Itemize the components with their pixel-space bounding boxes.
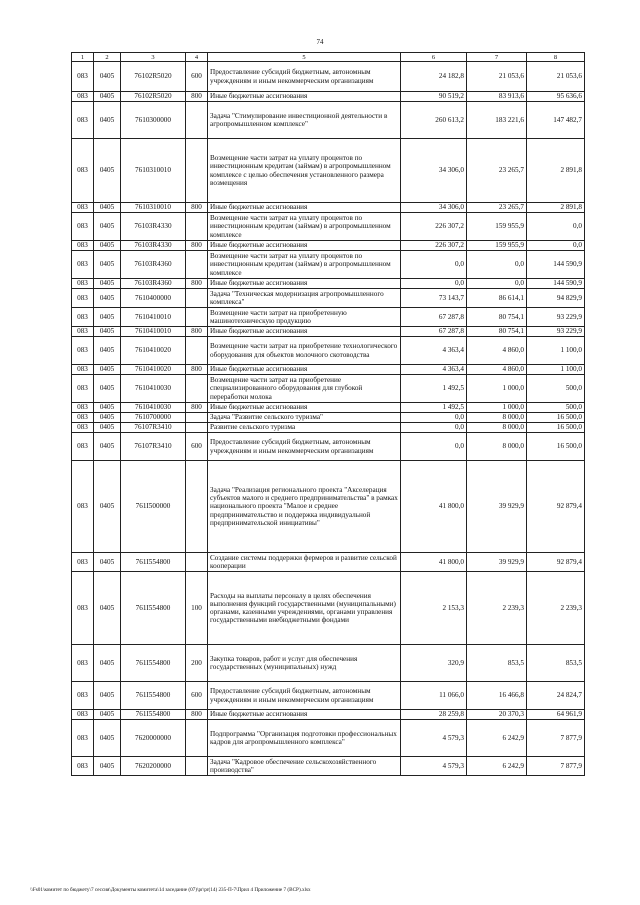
table-row xyxy=(72,423,585,433)
expense-type-code xyxy=(186,757,208,776)
table-row xyxy=(72,289,585,308)
amount-year-2: 86 614,1 xyxy=(467,289,527,308)
section-code: 0405 xyxy=(94,241,121,251)
grbs-code: 083 xyxy=(72,203,94,213)
page-number: 74 xyxy=(316,38,324,46)
amount-year-1: 0,0 xyxy=(401,433,467,461)
expense-type-code: 800 xyxy=(186,92,208,102)
line-item-name: Задача "Кадровое обеспечение сельскохозяйственного производства" xyxy=(208,757,401,776)
target-article-code: 7620200000 xyxy=(121,757,186,776)
table-row xyxy=(72,413,585,423)
amount-year-1: 73 143,7 xyxy=(401,289,467,308)
amount-year-1: 320,9 xyxy=(401,645,467,682)
amount-year-3: 144 590,9 xyxy=(527,251,585,279)
expense-type-code: 600 xyxy=(186,433,208,461)
expense-type-code: 800 xyxy=(186,241,208,251)
target-article-code: 7610300000 xyxy=(121,102,186,139)
section-code: 0405 xyxy=(94,682,121,710)
section-code: 0405 xyxy=(94,423,121,433)
table-row xyxy=(72,241,585,251)
section-code: 0405 xyxy=(94,203,121,213)
expense-type-code xyxy=(186,720,208,757)
amount-year-2: 4 860,0 xyxy=(467,365,527,375)
section-code: 0405 xyxy=(94,720,121,757)
expense-type-code xyxy=(186,289,208,308)
section-code: 0405 xyxy=(94,337,121,365)
line-item-name: Иные бюджетные ассигнования xyxy=(208,203,401,213)
amount-year-1: 1 492,5 xyxy=(401,375,467,403)
grbs-code: 083 xyxy=(72,433,94,461)
amount-year-2: 21 053,6 xyxy=(467,62,527,92)
amount-year-1: 11 066,0 xyxy=(401,682,467,710)
target-article-code: 7610410010 xyxy=(121,327,186,337)
line-item-name: Закупка товаров, работ и услуг для обеспечения государственных (муниципальных) нужд xyxy=(208,645,401,682)
line-item-name: Задача "Стимулирование инвестиционной деятельности в агропромышленном комплексе" xyxy=(208,102,401,139)
target-article-code: 7610700000 xyxy=(121,413,186,423)
amount-year-2: 80 754,1 xyxy=(467,327,527,337)
amount-year-2: 1 000,0 xyxy=(467,375,527,403)
amount-year-3: 92 879,4 xyxy=(527,461,585,553)
amount-year-3: 144 590,9 xyxy=(527,279,585,289)
expense-type-code: 800 xyxy=(186,203,208,213)
grbs-code: 083 xyxy=(72,682,94,710)
grbs-code: 083 xyxy=(72,720,94,757)
amount-year-1: 0,0 xyxy=(401,413,467,423)
table-row xyxy=(72,461,585,553)
target-article-code: 7610410020 xyxy=(121,365,186,375)
section-code: 0405 xyxy=(94,92,121,102)
target-article-code: 76103R4330 xyxy=(121,241,186,251)
column-number-row xyxy=(72,53,585,62)
amount-year-3: 0,0 xyxy=(527,241,585,251)
amount-year-2: 159 955,9 xyxy=(467,213,527,241)
grbs-code: 083 xyxy=(72,62,94,92)
line-item-name: Иные бюджетные ассигнования xyxy=(208,365,401,375)
section-code: 0405 xyxy=(94,102,121,139)
expense-type-code: 200 xyxy=(186,645,208,682)
amount-year-3: 1 100,0 xyxy=(527,337,585,365)
line-item-name: Возмещение части затрат на уплату процентов по инвестиционным кредитам (займам) в агропромышленном комплексе с целью обеспечения установленного размера возмещения xyxy=(208,139,401,203)
target-article-code: 7610400000 xyxy=(121,289,186,308)
line-item-name: Иные бюджетные ассигнования xyxy=(208,403,401,413)
line-item-name: Возмещение части затрат на уплату процентов по инвестиционным кредитам (займам) в агропромышленном комплексе xyxy=(208,213,401,241)
amount-year-1: 4 579,3 xyxy=(401,720,467,757)
grbs-code: 083 xyxy=(72,337,94,365)
grbs-code: 083 xyxy=(72,645,94,682)
amount-year-1: 0,0 xyxy=(401,423,467,433)
expense-type-code xyxy=(186,553,208,572)
table-row xyxy=(72,433,585,461)
expense-type-code: 600 xyxy=(186,682,208,710)
file-path-footer: \\Fs01\комитет по бюджету\7 сессия\Документы комитета\14 заседание (07)\pr\pr(14) 235-П-7\Прил 4 Приложение 7 (ВСР).xlsx xyxy=(30,887,311,893)
grbs-code: 083 xyxy=(72,553,94,572)
table-row xyxy=(72,720,585,757)
table-row xyxy=(72,139,585,203)
column-number: 8 xyxy=(527,53,585,62)
amount-year-1: 90 519,2 xyxy=(401,92,467,102)
budget-table xyxy=(71,52,585,776)
amount-year-3: 1 100,0 xyxy=(527,365,585,375)
amount-year-2: 8 000,0 xyxy=(467,413,527,423)
amount-year-1: 2 153,3 xyxy=(401,572,467,645)
section-code: 0405 xyxy=(94,308,121,327)
amount-year-3: 853,5 xyxy=(527,645,585,682)
expense-type-code: 600 xyxy=(186,62,208,92)
line-item-name: Возмещение части затрат на приобретение технологического оборудования для объектов молочного скотоводства xyxy=(208,337,401,365)
grbs-code: 083 xyxy=(72,289,94,308)
column-number: 5 xyxy=(208,53,401,62)
expense-type-code xyxy=(186,102,208,139)
line-item-name: Задача "Развитие сельского туризма" xyxy=(208,413,401,423)
grbs-code: 083 xyxy=(72,375,94,403)
amount-year-3: 16 500,0 xyxy=(527,413,585,423)
target-article-code: 7610310010 xyxy=(121,139,186,203)
grbs-code: 083 xyxy=(72,710,94,720)
amount-year-2: 0,0 xyxy=(467,251,527,279)
amount-year-3: 7 877,9 xyxy=(527,720,585,757)
grbs-code: 083 xyxy=(72,365,94,375)
table-row xyxy=(72,213,585,241)
line-item-name: Задача "Техническая модернизация агропромышленного комплекса" xyxy=(208,289,401,308)
section-code: 0405 xyxy=(94,279,121,289)
expense-type-code: 800 xyxy=(186,403,208,413)
grbs-code: 083 xyxy=(72,251,94,279)
target-article-code: 76102R5020 xyxy=(121,92,186,102)
amount-year-1: 1 492,5 xyxy=(401,403,467,413)
grbs-code: 083 xyxy=(72,572,94,645)
table-row xyxy=(72,645,585,682)
amount-year-3: 147 482,7 xyxy=(527,102,585,139)
amount-year-1: 41 800,0 xyxy=(401,461,467,553)
amount-year-2: 39 929,9 xyxy=(467,553,527,572)
section-code: 0405 xyxy=(94,413,121,423)
line-item-name: Иные бюджетные ассигнования xyxy=(208,279,401,289)
expense-type-code: 800 xyxy=(186,327,208,337)
line-item-name: Иные бюджетные ассигнования xyxy=(208,710,401,720)
grbs-code: 083 xyxy=(72,241,94,251)
column-number: 3 xyxy=(121,53,186,62)
section-code: 0405 xyxy=(94,645,121,682)
amount-year-1: 260 613,2 xyxy=(401,102,467,139)
amount-year-1: 67 287,8 xyxy=(401,308,467,327)
grbs-code: 083 xyxy=(72,139,94,203)
section-code: 0405 xyxy=(94,461,121,553)
section-code: 0405 xyxy=(94,365,121,375)
table-row xyxy=(72,365,585,375)
amount-year-2: 4 860,0 xyxy=(467,337,527,365)
table-row xyxy=(72,308,585,327)
grbs-code: 083 xyxy=(72,279,94,289)
section-code: 0405 xyxy=(94,213,121,241)
section-code: 0405 xyxy=(94,710,121,720)
expense-type-code xyxy=(186,461,208,553)
amount-year-1: 24 182,8 xyxy=(401,62,467,92)
grbs-code: 083 xyxy=(72,413,94,423)
target-article-code: 7610410010 xyxy=(121,308,186,327)
target-article-code: 7610310010 xyxy=(121,203,186,213)
line-item-name: Развитие сельского туризма xyxy=(208,423,401,433)
target-article-code: 76103R4330 xyxy=(121,213,186,241)
amount-year-3: 500,0 xyxy=(527,375,585,403)
expense-type-code xyxy=(186,413,208,423)
column-number: 1 xyxy=(72,53,94,62)
line-item-name: Предоставление субсидий бюджетным, автономным учреждениям и иным некоммерческим организациям xyxy=(208,433,401,461)
table-row xyxy=(72,102,585,139)
expense-type-code xyxy=(186,375,208,403)
table-row xyxy=(72,327,585,337)
target-article-code: 761I554800 xyxy=(121,682,186,710)
column-number: 4 xyxy=(186,53,208,62)
table-row xyxy=(72,62,585,92)
grbs-code: 083 xyxy=(72,327,94,337)
amount-year-2: 6 242,9 xyxy=(467,720,527,757)
section-code: 0405 xyxy=(94,139,121,203)
grbs-code: 083 xyxy=(72,757,94,776)
amount-year-2: 0,0 xyxy=(467,279,527,289)
amount-year-3: 95 636,6 xyxy=(527,92,585,102)
amount-year-2: 853,5 xyxy=(467,645,527,682)
section-code: 0405 xyxy=(94,375,121,403)
amount-year-2: 16 466,8 xyxy=(467,682,527,710)
amount-year-2: 39 929,9 xyxy=(467,461,527,553)
expense-type-code xyxy=(186,337,208,365)
line-item-name: Расходы на выплаты персоналу в целях обеспечения выполнения функций государственными (муниципальными) органами, казенными учреждениями, органами управления государственными внебюджетными фондами xyxy=(208,572,401,645)
target-article-code: 76102R5020 xyxy=(121,62,186,92)
target-article-code: 761I500000 xyxy=(121,461,186,553)
amount-year-2: 1 000,0 xyxy=(467,403,527,413)
amount-year-1: 4 363,4 xyxy=(401,337,467,365)
table-row xyxy=(72,572,585,645)
table-row xyxy=(72,375,585,403)
target-article-code: 76107R3410 xyxy=(121,423,186,433)
target-article-code: 7620000000 xyxy=(121,720,186,757)
amount-year-2: 8 000,0 xyxy=(467,433,527,461)
expense-type-code xyxy=(186,308,208,327)
expense-type-code xyxy=(186,423,208,433)
amount-year-3: 16 500,0 xyxy=(527,433,585,461)
grbs-code: 083 xyxy=(72,461,94,553)
amount-year-3: 0,0 xyxy=(527,213,585,241)
target-article-code: 7610410020 xyxy=(121,337,186,365)
grbs-code: 083 xyxy=(72,213,94,241)
column-number: 2 xyxy=(94,53,121,62)
line-item-name: Иные бюджетные ассигнования xyxy=(208,92,401,102)
target-article-code: 761I554800 xyxy=(121,710,186,720)
amount-year-3: 2 239,3 xyxy=(527,572,585,645)
line-item-name: Возмещение части затрат на приобретенную машинотехническую продукцию xyxy=(208,308,401,327)
amount-year-1: 226 307,2 xyxy=(401,241,467,251)
section-code: 0405 xyxy=(94,757,121,776)
grbs-code: 083 xyxy=(72,423,94,433)
table-row xyxy=(72,553,585,572)
amount-year-2: 23 265,7 xyxy=(467,203,527,213)
line-item-name: Иные бюджетные ассигнования xyxy=(208,327,401,337)
grbs-code: 083 xyxy=(72,102,94,139)
target-article-code: 761I554800 xyxy=(121,572,186,645)
amount-year-1: 34 306,0 xyxy=(401,203,467,213)
amount-year-3: 2 891,8 xyxy=(527,139,585,203)
amount-year-3: 7 877,9 xyxy=(527,757,585,776)
amount-year-3: 92 879,4 xyxy=(527,553,585,572)
amount-year-3: 16 500,0 xyxy=(527,423,585,433)
amount-year-1: 28 259,8 xyxy=(401,710,467,720)
section-code: 0405 xyxy=(94,251,121,279)
line-item-name: Иные бюджетные ассигнования xyxy=(208,241,401,251)
amount-year-1: 4 579,3 xyxy=(401,757,467,776)
amount-year-3: 94 829,9 xyxy=(527,289,585,308)
line-item-name: Подпрограмма "Организация подготовки профессиональных кадров для агропромышленного комплекса" xyxy=(208,720,401,757)
column-number: 7 xyxy=(467,53,527,62)
line-item-name: Предоставление субсидий бюджетным, автономным учреждениям и иным некоммерческим организациям xyxy=(208,682,401,710)
table-row xyxy=(72,757,585,776)
table-row xyxy=(72,337,585,365)
expense-type-code xyxy=(186,251,208,279)
section-code: 0405 xyxy=(94,572,121,645)
target-article-code: 761I554800 xyxy=(121,553,186,572)
table-row xyxy=(72,92,585,102)
amount-year-1: 67 287,8 xyxy=(401,327,467,337)
amount-year-1: 226 307,2 xyxy=(401,213,467,241)
section-code: 0405 xyxy=(94,62,121,92)
amount-year-2: 83 913,6 xyxy=(467,92,527,102)
amount-year-3: 64 961,9 xyxy=(527,710,585,720)
target-article-code: 76103R4360 xyxy=(121,279,186,289)
section-code: 0405 xyxy=(94,289,121,308)
expense-type-code xyxy=(186,139,208,203)
section-code: 0405 xyxy=(94,403,121,413)
amount-year-3: 93 229,9 xyxy=(527,327,585,337)
amount-year-2: 2 239,3 xyxy=(467,572,527,645)
amount-year-2: 159 955,9 xyxy=(467,241,527,251)
amount-year-1: 4 363,4 xyxy=(401,365,467,375)
amount-year-3: 2 891,8 xyxy=(527,203,585,213)
target-article-code: 76107R3410 xyxy=(121,433,186,461)
column-number: 6 xyxy=(401,53,467,62)
target-article-code: 76103R4360 xyxy=(121,251,186,279)
amount-year-3: 21 053,6 xyxy=(527,62,585,92)
expense-type-code xyxy=(186,213,208,241)
expense-type-code: 800 xyxy=(186,279,208,289)
line-item-name: Возмещение части затрат на уплату процентов по инвестиционным кредитам (займам) в агропромышленном комплексе xyxy=(208,251,401,279)
amount-year-1: 0,0 xyxy=(401,279,467,289)
amount-year-3: 24 824,7 xyxy=(527,682,585,710)
table-row xyxy=(72,251,585,279)
amount-year-2: 23 265,7 xyxy=(467,139,527,203)
section-code: 0405 xyxy=(94,327,121,337)
amount-year-2: 6 242,9 xyxy=(467,757,527,776)
amount-year-3: 93 229,9 xyxy=(527,308,585,327)
line-item-name: Предоставление субсидий бюджетным, автономным учреждениям и иным некоммерческим организациям xyxy=(208,62,401,92)
amount-year-2: 8 000,0 xyxy=(467,423,527,433)
table-row xyxy=(72,682,585,710)
target-article-code: 7610410030 xyxy=(121,375,186,403)
amount-year-2: 183 221,6 xyxy=(467,102,527,139)
target-article-code: 761I554800 xyxy=(121,645,186,682)
expense-type-code: 800 xyxy=(186,365,208,375)
section-code: 0405 xyxy=(94,553,121,572)
expense-type-code: 800 xyxy=(186,710,208,720)
table-row xyxy=(72,710,585,720)
target-article-code: 7610410030 xyxy=(121,403,186,413)
line-item-name: Задача "Реализация регионального проекта "Акселерация субъектов малого и среднего предпринимательства" в рамках национального проекта "Малое и среднее предпринимательство и поддержка индивидуальной предпринимательской инициативы" xyxy=(208,461,401,553)
amount-year-2: 20 370,3 xyxy=(467,710,527,720)
table-row xyxy=(72,279,585,289)
amount-year-1: 41 800,0 xyxy=(401,553,467,572)
amount-year-3: 500,0 xyxy=(527,403,585,413)
amount-year-1: 34 306,0 xyxy=(401,139,467,203)
amount-year-1: 0,0 xyxy=(401,251,467,279)
section-code: 0405 xyxy=(94,433,121,461)
amount-year-2: 80 754,1 xyxy=(467,308,527,327)
table-row xyxy=(72,203,585,213)
line-item-name: Создание системы поддержки фермеров и развитие сельской кооперации xyxy=(208,553,401,572)
expense-type-code: 100 xyxy=(186,572,208,645)
grbs-code: 083 xyxy=(72,308,94,327)
table-row xyxy=(72,403,585,413)
grbs-code: 083 xyxy=(72,403,94,413)
grbs-code: 083 xyxy=(72,92,94,102)
line-item-name: Возмещение части затрат на приобретение специализированного оборудования для глубокой переработки молока xyxy=(208,375,401,403)
